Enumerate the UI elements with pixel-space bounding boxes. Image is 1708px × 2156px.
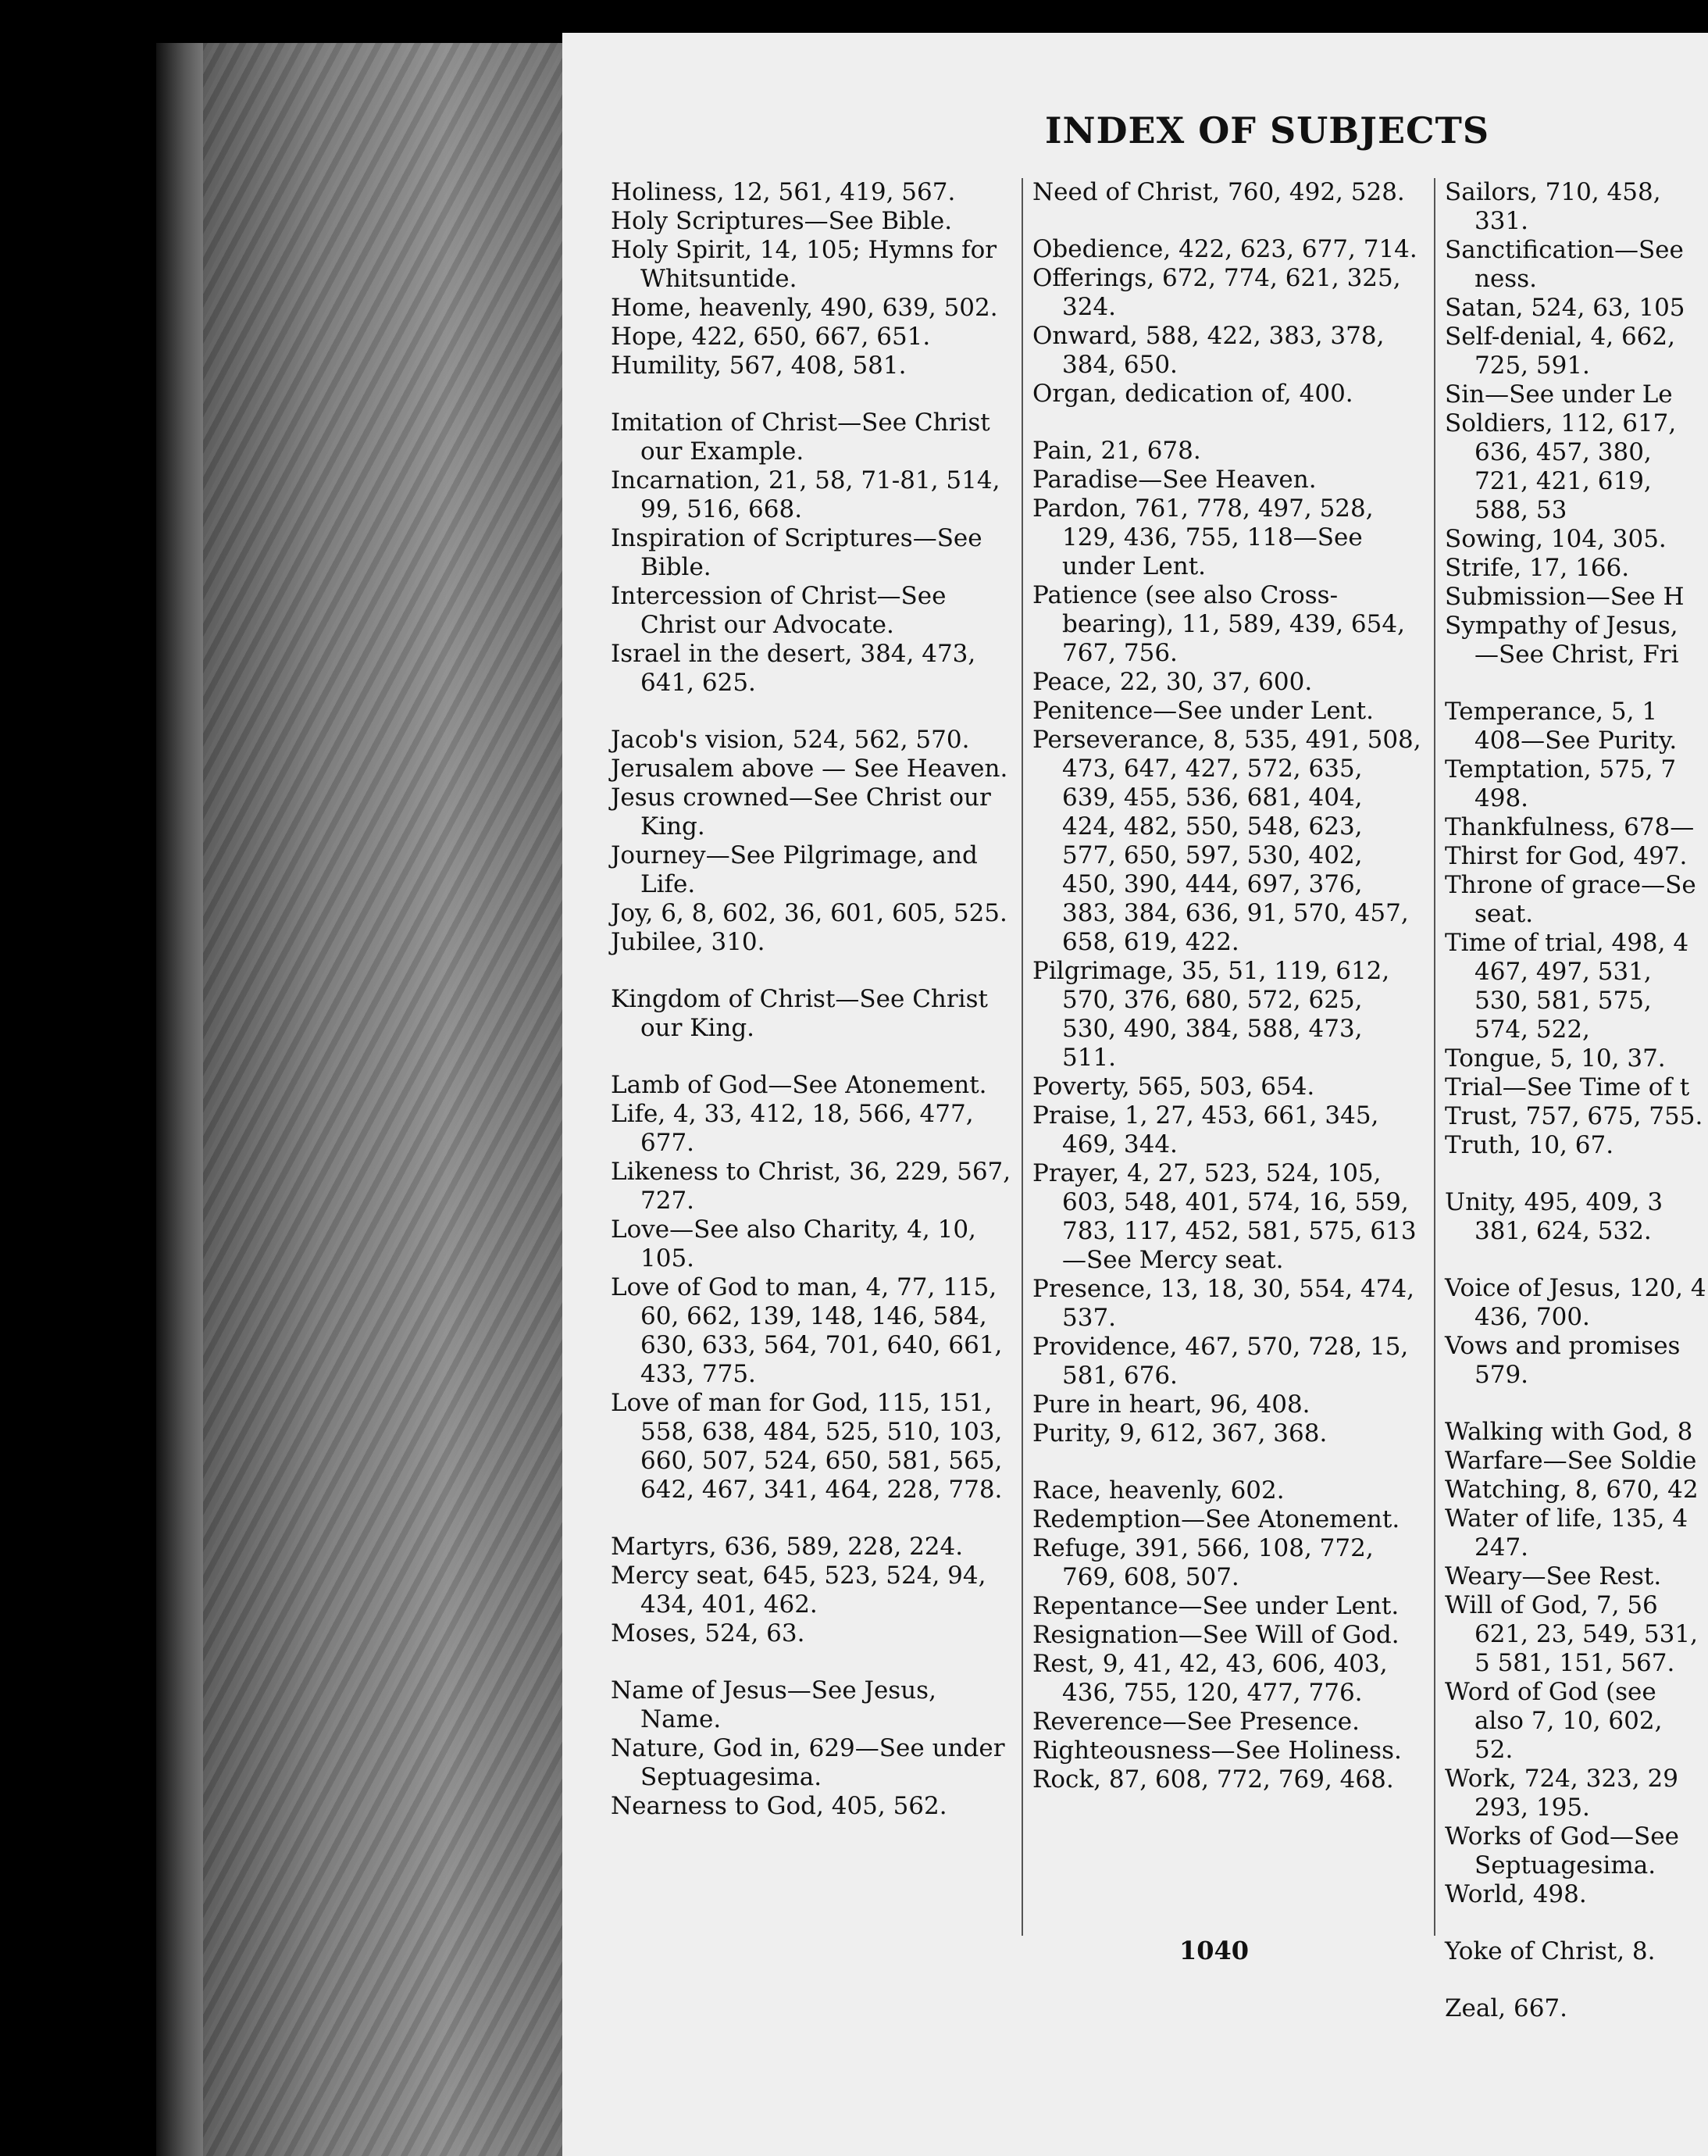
index-entry: Rest, 9, 41, 42, 43, 606, 403, 436, 755, 120, 477, 776. (1032, 1650, 1388, 1707)
index-entry: Imitation of Christ—See Christ our Example. (611, 409, 990, 466)
index-entry: Walking with God, 8 (1445, 1418, 1693, 1446)
index-entry: Praise, 1, 27, 453, 661, 345, 469, 344. (1032, 1101, 1379, 1158)
page-number: 1040 (1179, 1936, 1250, 1965)
index-entry: Moses, 524, 63. (611, 1619, 805, 1647)
index-entry: Unity, 495, 409, 3 381, 624, 532. (1445, 1188, 1663, 1245)
section-gap (611, 1648, 1017, 1676)
index-entry: Purity, 9, 612, 367, 368. (1032, 1419, 1328, 1447)
index-entry: Perseverance, 8, 535, 491, 508, 473, 647, 427, 572, 635, 639, 455, 536, 681, 404, 424, 482, 550, 548, 623, 577, 650, 597, 530, 402, 450, 390, 444, 697, 376, 383, 384, 636, 91, 570, 457, 658, 619, 422. (1032, 726, 1421, 956)
book-spine-edge (156, 43, 570, 2156)
section-gap (1032, 207, 1423, 235)
index-entry: Nearness to God, 405, 562. (611, 1792, 947, 1820)
index-column-1 (611, 178, 1017, 1821)
index-entry: Strife, 17, 166. (1445, 554, 1630, 582)
index-entry: Rock, 87, 608, 772, 769, 468. (1032, 1765, 1394, 1794)
index-entry: Submission—See H (1445, 583, 1685, 611)
index-entry: Zeal, 667. (1445, 1994, 1568, 2022)
section-gap (1445, 1390, 1708, 1418)
index-entry: Hope, 422, 650, 667, 651. (611, 323, 931, 351)
index-entry: Pure in heart, 96, 408. (1032, 1390, 1310, 1419)
index-entry: Sowing, 104, 305. (1445, 525, 1667, 553)
index-entry: Throne of grace—Se seat. (1445, 871, 1696, 928)
column-divider (1434, 178, 1435, 1936)
section-gap (1445, 1246, 1708, 1274)
index-entry: Name of Jesus—See Jesus, Name. (611, 1676, 936, 1733)
index-entry: Temperance, 5, 1 408—See Purity. (1445, 698, 1678, 755)
index-entry: Pain, 21, 678. (1032, 437, 1201, 465)
index-entry: Penitence—See under Lent. (1032, 697, 1374, 725)
index-entry: Repentance—See under Lent. (1032, 1592, 1400, 1620)
index-entry: Temptation, 575, 7 498. (1445, 755, 1677, 812)
section-gap (611, 698, 1017, 726)
index-entry: Self-denial, 4, 662, 725, 591. (1445, 323, 1675, 380)
index-entry: Yoke of Christ, 8. (1445, 1937, 1656, 1965)
index-entry: Patience (see also Cross-bearing), 11, 589, 439, 654, 767, 756. (1032, 581, 1405, 667)
index-entry: Jacob's vision, 524, 562, 570. (611, 726, 970, 754)
index-entry: Jesus crowned—See Christ our King. (611, 784, 991, 841)
section-gap (1032, 1448, 1423, 1476)
section-gap (1445, 1909, 1708, 1937)
index-entry: Water of life, 135, 4 247. (1445, 1505, 1688, 1562)
index-entry: Redemption—See Atonement. (1032, 1505, 1400, 1533)
index-entry: Joy, 6, 8, 602, 36, 601, 605, 525. (611, 899, 1007, 927)
section-gap (611, 957, 1017, 985)
index-entry: Soldiers, 112, 617, 636, 457, 380, 721, 421, 619, 588, 53 (1445, 409, 1677, 524)
section-gap (1445, 669, 1708, 698)
index-entry: Truth, 10, 67. (1445, 1131, 1614, 1159)
index-entry: Lamb of God—See Atonement. (611, 1071, 987, 1099)
index-entry: Watching, 8, 670, 42 (1445, 1476, 1699, 1504)
index-entry: Righteousness—See Holiness. (1032, 1737, 1402, 1765)
index-entry: World, 498. (1445, 1880, 1587, 1908)
index-entry: Prayer, 4, 27, 523, 524, 105, 603, 548, 401, 574, 16, 559, 783, 117, 452, 581, 575, 613 —See Mercy seat. (1032, 1159, 1417, 1274)
index-column-3 (1445, 178, 1708, 2023)
index-entry: Sympathy of Jesus, —See Christ, Fri (1445, 612, 1679, 669)
index-entry: Organ, dedication of, 400. (1032, 380, 1353, 408)
index-entry: Refuge, 391, 566, 108, 772, 769, 608, 507. (1032, 1534, 1374, 1591)
index-entry: Trial—See Time of t (1445, 1073, 1690, 1101)
index-entry: Pilgrimage, 35, 51, 119, 612, 570, 376, 680, 572, 625, 530, 490, 384, 588, 473, 511. (1032, 957, 1390, 1072)
section-gap (611, 1043, 1017, 1071)
index-entry: Jerusalem above — See Heaven. (611, 755, 1008, 783)
index-entry: Work, 724, 323, 29 293, 195. (1445, 1765, 1678, 1822)
section-gap (611, 380, 1017, 409)
index-entry: Word of God (see also 7, 10, 602, 52. (1445, 1678, 1663, 1764)
index-entry: Likeness to Christ, 36, 229, 567, 727. (611, 1158, 1011, 1215)
index-entry: Will of God, 7, 56 621, 23, 549, 531, 5 581, 151, 567. (1445, 1591, 1698, 1677)
index-entry: Need of Christ, 760, 492, 528. (1032, 178, 1405, 206)
index-entry: Voice of Jesus, 120, 4 436, 700. (1445, 1274, 1706, 1331)
index-entry: Warfare—See Soldie (1445, 1447, 1697, 1475)
index-entry: Pardon, 761, 778, 497, 528, 129, 436, 755, 118—See under Lent. (1032, 494, 1374, 580)
index-entry: Thankfulness, 678— (1445, 813, 1695, 841)
index-entry: Love—See also Charity, 4, 10, 105. (611, 1215, 976, 1273)
index-entry: Providence, 467, 570, 728, 15, 581, 676. (1032, 1333, 1409, 1390)
index-entry: Martyrs, 636, 589, 228, 224. (611, 1533, 964, 1561)
index-entry: Mercy seat, 645, 523, 524, 94, 434, 401, 462. (611, 1562, 986, 1619)
page-title: INDEX OF SUBJECTS (1045, 109, 1490, 152)
section-gap (1032, 409, 1423, 437)
index-entry: Humility, 567, 408, 581. (611, 352, 907, 380)
index-entry: Home, heavenly, 490, 639, 502. (611, 294, 998, 322)
index-entry: Holy Scriptures—See Bible. (611, 207, 953, 235)
index-entry: Kingdom of Christ—See Christ our King. (611, 985, 988, 1042)
index-entry: Love of God to man, 4, 77, 115, 60, 662, 139, 148, 146, 584, 630, 633, 564, 701, 640, 661, 433, 775. (611, 1273, 1003, 1388)
index-entry: Presence, 13, 18, 30, 554, 474, 537. (1032, 1275, 1415, 1332)
index-entry: Works of God—See Septuagesima. (1445, 1822, 1679, 1879)
spine-shadow (156, 43, 203, 2156)
index-entry: Trust, 757, 675, 755. (1445, 1102, 1703, 1130)
index-entry: Life, 4, 33, 412, 18, 566, 477, 677. (611, 1100, 974, 1157)
index-entry: Reverence—See Presence. (1032, 1708, 1360, 1736)
index-entry: Sanctification—See ness. (1445, 236, 1684, 293)
index-entry: Sin—See under Le (1445, 380, 1673, 409)
index-entry: Resignation—See Will of God. (1032, 1621, 1400, 1649)
section-gap (1445, 1966, 1708, 1994)
column-divider (1022, 178, 1023, 1936)
index-entry: Paradise—See Heaven. (1032, 466, 1317, 494)
index-entry: Onward, 588, 422, 383, 378, 384, 650. (1032, 322, 1385, 379)
index-entry: Inspiration of Scriptures—See Bible. (611, 524, 982, 581)
index-entry: Thirst for God, 497. (1445, 842, 1688, 870)
index-entry: Intercession of Christ—See Christ our Advocate. (611, 582, 947, 639)
index-entry: Jubilee, 310. (611, 928, 765, 956)
index-entry: Journey—See Pilgrimage, and Life. (611, 841, 978, 898)
index-entry: Race, heavenly, 602. (1032, 1476, 1285, 1505)
index-entry: Peace, 22, 30, 37, 600. (1032, 668, 1313, 696)
index-entry: Sailors, 710, 458, 331. (1445, 178, 1661, 235)
index-column-2 (1032, 178, 1423, 1794)
index-entry: Tongue, 5, 10, 37. (1445, 1044, 1666, 1073)
index-entry: Offerings, 672, 774, 621, 325, 324. (1032, 264, 1401, 321)
index-entry: Incarnation, 21, 58, 71-81, 514, 99, 516, 668. (611, 466, 1000, 523)
index-entry: Love of man for God, 115, 151, 558, 638, 484, 525, 510, 103, 660, 507, 524, 650, 581, 565, 642, 467, 341, 464, 228, 778. (611, 1389, 1003, 1504)
index-entry: Vows and promises 579. (1445, 1332, 1681, 1389)
index-entry: Satan, 524, 63, 105 (1445, 294, 1685, 322)
index-entry: Holy Spirit, 14, 105; Hymns for Whitsuntide. (611, 236, 997, 293)
index-entry: Obedience, 422, 623, 677, 714. (1032, 235, 1417, 263)
index-entry: Poverty, 565, 503, 654. (1032, 1073, 1315, 1101)
section-gap (1445, 1160, 1708, 1188)
index-entry: Holiness, 12, 561, 419, 567. (611, 178, 956, 206)
index-entry: Nature, God in, 629—See under Septuagesima. (611, 1734, 1005, 1791)
section-gap (611, 1505, 1017, 1533)
index-entry: Israel in the desert, 384, 473, 641, 625. (611, 640, 976, 697)
index-entry: Weary—See Rest. (1445, 1562, 1662, 1590)
index-entry: Time of trial, 498, 4 467, 497, 531, 530, 581, 575, 574, 522, (1445, 929, 1689, 1044)
